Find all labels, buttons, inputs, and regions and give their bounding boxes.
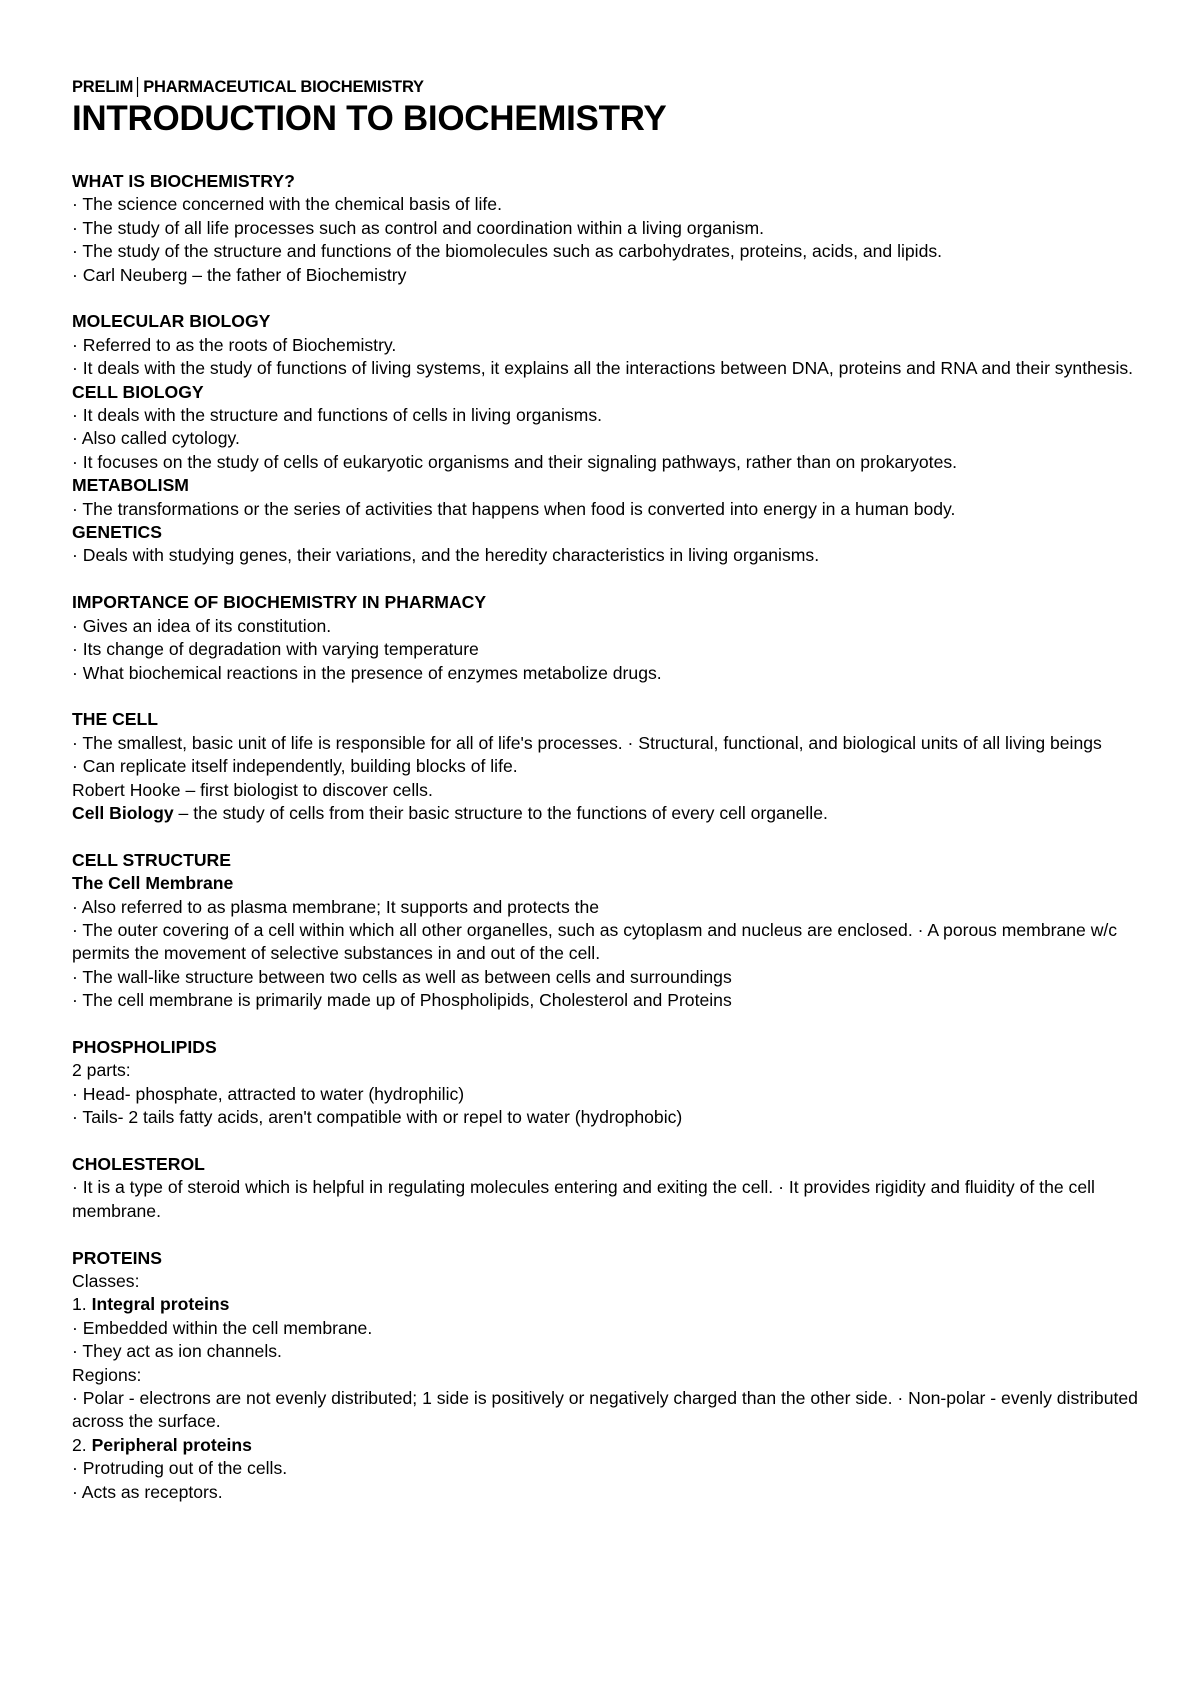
definition-term: Cell Biology (72, 802, 174, 823)
bullet-line: · Gives an idea of its constitution. (72, 615, 332, 636)
bullet-line: · It is a type of steroid which is helpful in regulating molecules entering and exiting the cell. · It provides rigidity and fluidity of the cell membrane. (72, 1177, 1095, 1221)
bullet-line: · What biochemical reactions in the presence of enzymes metabolize drugs. (72, 662, 662, 683)
section-heading: THE CELL (72, 709, 159, 730)
section-molecular-biology (72, 310, 1142, 380)
bullet-line: · The study of all life processes such as control and coordination within a living organism. (72, 217, 765, 238)
bullet-line: · Protruding out of the cells. (72, 1458, 288, 1479)
document-page (72, 76, 1142, 1504)
section-the-cell (72, 708, 1142, 825)
bullet-line: · The cell membrane is primarily made up of Phospholipids, Cholesterol and Proteins (72, 990, 732, 1011)
section-cholesterol (72, 1153, 1142, 1223)
section-heading: PROTEINS (72, 1247, 162, 1268)
bullet-line: · Carl Neuberg – the father of Biochemistry (72, 264, 407, 285)
section-cell-structure (72, 849, 1142, 1013)
bullet-line: · The transformations or the series of activities that happens when food is converted into energy in a human body. (72, 498, 956, 519)
section-proteins (72, 1247, 1142, 1504)
section-cell-biology (72, 381, 1142, 475)
bullet-line: · The study of the structure and functions of the biomolecules such as carbohydrates, proteins, acids, and lipids. (72, 241, 943, 262)
spacer (72, 1223, 1142, 1246)
section-heading: GENETICS (72, 522, 162, 543)
section-heading: MOLECULAR BIOLOGY (72, 311, 271, 332)
bullet-line: · Tails- 2 tails fatty acids, aren't compatible with or repel to water (hydrophobic) (72, 1107, 683, 1128)
item-number: 1. (72, 1294, 92, 1315)
section-heading: PHOSPHOLIPIDS (72, 1036, 217, 1057)
bullet-line: · Embedded within the cell membrane. (72, 1317, 373, 1338)
bullet-line: · The science concerned with the chemical basis of life. (72, 194, 502, 215)
bullet-line: · Polar - electrons are not evenly distributed; 1 side is positively or negatively charged than the other side. · Non-polar - evenly distributed across the surface. (72, 1388, 1138, 1432)
section-metabolism (72, 474, 1142, 521)
subsection-heading: The Cell Membrane (72, 873, 234, 894)
item-label: Integral proteins (91, 1294, 230, 1315)
definition-text: – the study of cells from their basic structure to the functions of every cell organelle. (173, 802, 828, 823)
section-heading: CHOLESTEROL (72, 1153, 205, 1174)
section-importance (72, 591, 1142, 685)
bullet-line: · The outer covering of a cell within which all other organelles, such as cytoplasm and nucleus are enclosed. · A porous membrane w/c permits the movement of selective substances in and out of the cell. (72, 919, 1118, 964)
spacer (72, 287, 1142, 310)
bullet-line: · Its change of degradation with varying temperature (72, 639, 479, 660)
bullet-line: · Also called cytology. (72, 428, 240, 449)
bullet-line: · They act as ion channels. (72, 1341, 282, 1362)
bullet-line: · Deals with studying genes, their variations, and the heredity characteristics in living organisms. (72, 545, 820, 566)
section-genetics (72, 521, 1142, 568)
spacer (72, 825, 1142, 848)
section-phospholipids (72, 1036, 1142, 1130)
section-what-is-biochemistry (72, 170, 1142, 287)
section-heading: CELL STRUCTURE (72, 849, 231, 870)
bullet-line: · The smallest, basic unit of life is responsible for all of life's processes. · Structural, functional, and biological units of all living beings (72, 732, 1102, 753)
spacer (72, 568, 1142, 591)
page-title: INTRODUCTION TO BIOCHEMISTRY (72, 99, 667, 138)
bullet-line: · It focuses on the study of cells of eukaryotic organisms and their signaling pathways, rather than on prokaryotes. (72, 451, 958, 472)
bullet-line: · Head- phosphate, attracted to water (hydrophilic) (72, 1083, 465, 1104)
definition-line (72, 802, 1142, 825)
spacer (72, 685, 1142, 708)
section-heading: METABOLISM (72, 475, 189, 496)
item-number: 2. (72, 1434, 92, 1455)
section-heading: CELL BIOLOGY (72, 381, 204, 402)
text-line: Robert Hooke – first biologist to discover cells. (72, 779, 433, 800)
text-line: 2 parts: (72, 1060, 131, 1081)
numbered-item (72, 1293, 1142, 1316)
bullet-line: · It deals with the study of functions of living systems, it explains all the interactions between DNA, proteins and RNA and their synthesis. (72, 358, 1134, 379)
section-heading: WHAT IS BIOCHEMISTRY? (72, 171, 295, 191)
numbered-item (72, 1434, 1142, 1457)
bullet-line: · It deals with the structure and functions of cells in living organisms. (72, 405, 603, 426)
bullet-line: · Referred to as the roots of Biochemistry. (72, 334, 397, 355)
text-line: Classes: (72, 1270, 140, 1291)
spacer (72, 1013, 1142, 1036)
text-line: Regions: (72, 1364, 142, 1385)
section-heading: IMPORTANCE OF BIOCHEMISTRY IN PHARMACY (72, 592, 487, 613)
spacer (72, 1130, 1142, 1153)
bullet-line: · Can replicate itself independently, building blocks of life. (72, 756, 518, 777)
item-label: Peripheral proteins (91, 1434, 252, 1455)
bullet-line: · The wall-like structure between two cells as well as between cells and surroundings (72, 966, 732, 987)
bullet-line: · Also referred to as plasma membrane; It supports and protects the (72, 896, 600, 917)
bullet-line: · Acts as receptors. (72, 1481, 223, 1502)
breadcrumb: PRELIM│PHARMACEUTICAL BIOCHEMISTRY (72, 78, 424, 96)
